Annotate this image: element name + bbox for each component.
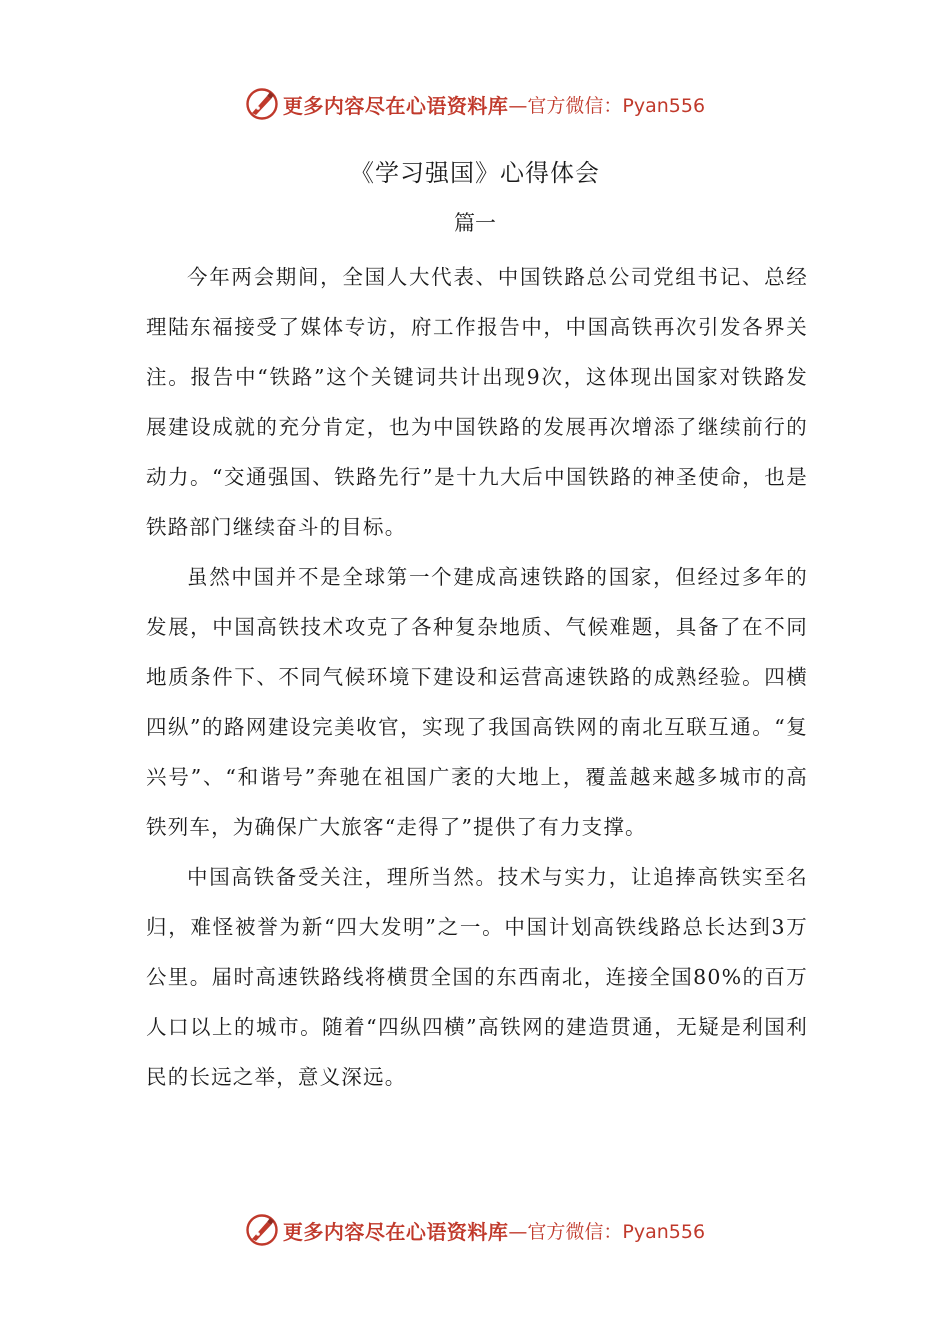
banner-wechat: —官方微信：Pyan556 — [508, 1220, 706, 1243]
header-banner — [0, 82, 950, 126]
paragraph-3: 中国高铁备受关注，理所当然。技术与实力，让追捧高铁实至名归，难怪被誉为新“四大发明”之一。中国计划高铁线路总长达到3万公里。届时高速铁路线将横贯全国的东西南北，连接全国80%的百万人口以上的城市。随着“四纵四横”高铁网的建造贯通，无疑是利国利民的长远之举，意义深远。 — [146, 865, 808, 1089]
document-title: 《学习强国》心得体会 — [350, 159, 600, 187]
paragraph-1: 今年两会期间，全国人大代表、中国铁路总公司党组书记、总经理陆东福接受了媒体专访，府工作报告中，中国高铁再次引发各界关注。报告中“铁路”这个关键词共计出现9次，这体现出国家对铁路发展建设成就的充分肯定，也为中国铁路的发展再次增添了继续前行的动力。“交通强国、铁路先行”是十九大后中国铁路的神圣使命，也是铁路部门继续奋斗的目标。 — [146, 265, 808, 539]
pen-logo-icon — [245, 1213, 279, 1247]
footer-banner — [0, 1208, 950, 1252]
banner-slogan: 更多内容尽在心语资料库 — [282, 1219, 509, 1244]
banner-wechat: —官方微信：Pyan556 — [508, 94, 706, 117]
pen-logo-icon — [245, 87, 279, 121]
banner-slogan: 更多内容尽在心语资料库 — [282, 93, 509, 118]
document-body — [146, 252, 808, 1102]
section-heading: 篇一 — [454, 211, 496, 235]
paragraph-2: 虽然中国并不是全球第一个建成高速铁路的国家，但经过多年的发展，中国高铁技术攻克了各种复杂地质、气候难题，具备了在不同地质条件下、不同气候环境下建设和运营高速铁路的成熟经验。四横四纵”的路网建设完美收官，实现了我国高铁网的南北互联互通。“复兴号”、“和谐号”奔驰在祖国广袤的大地上，覆盖越来越多城市的高铁列车，为确保广大旅客“走得了”提供了有力支撑。 — [146, 565, 808, 839]
